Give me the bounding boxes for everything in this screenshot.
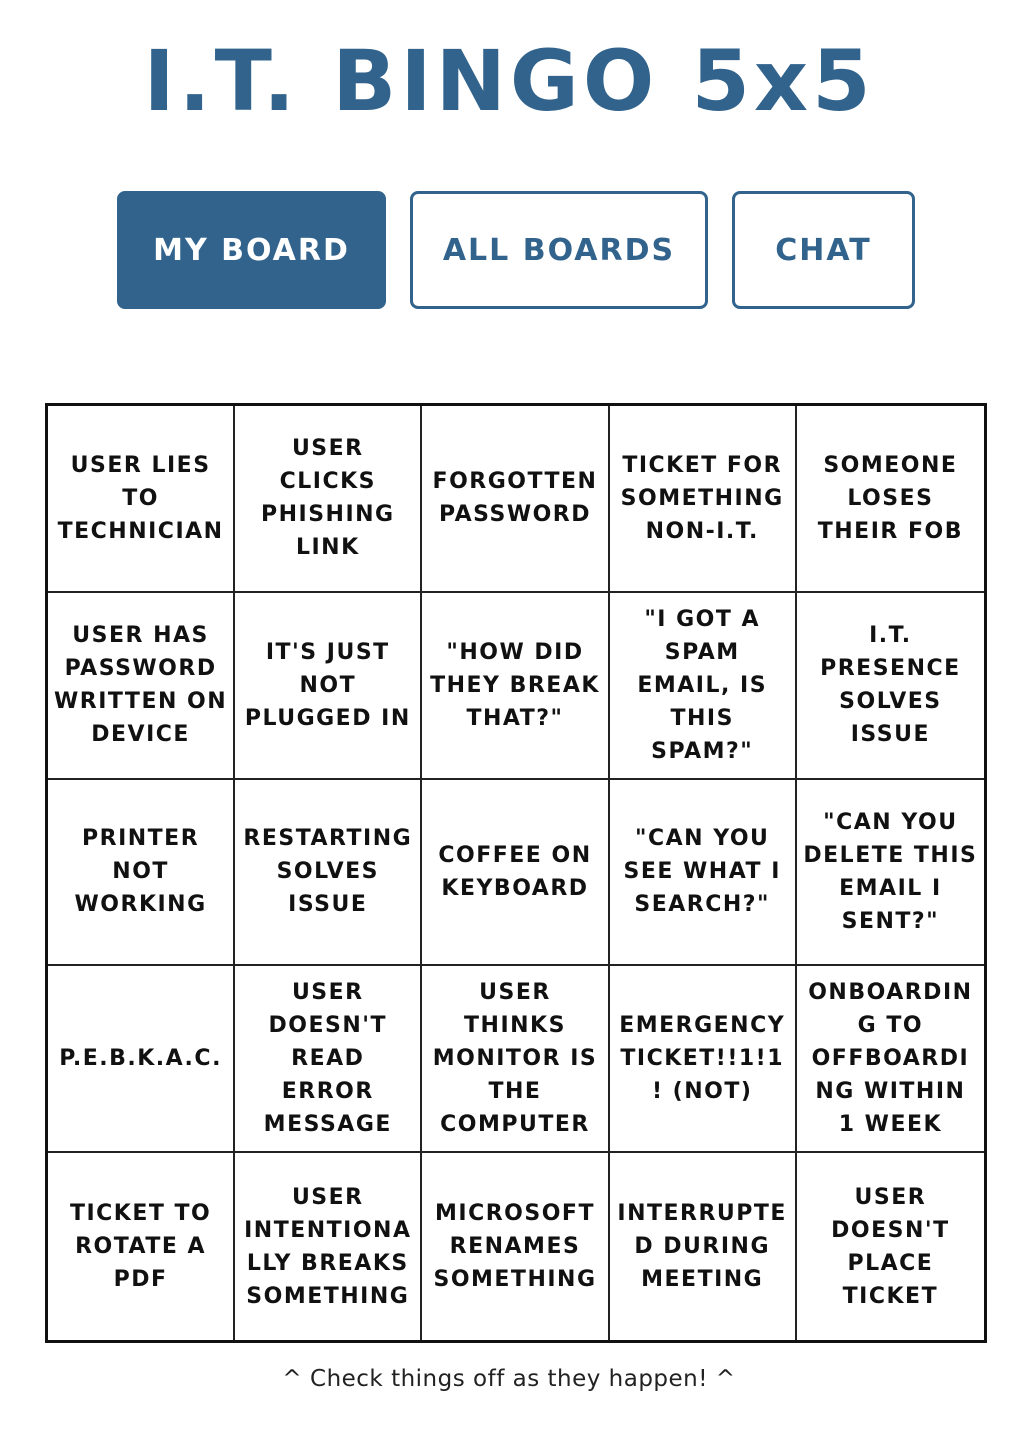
bingo-cell[interactable]: SOMEONE LOSES THEIR FOB xyxy=(797,406,984,593)
tab-my-board[interactable]: MY BOARD xyxy=(117,191,386,309)
bingo-cell[interactable]: COFFEE ON KEYBOARD xyxy=(422,780,609,967)
bingo-cell[interactable]: TICKET TO ROTATE A PDF xyxy=(48,1153,235,1340)
bingo-cell[interactable]: MICROSOFT RENAMES SOMETHING xyxy=(422,1153,609,1340)
bingo-cell[interactable]: "CAN YOU DELETE THIS EMAIL I SENT?" xyxy=(797,780,984,967)
bingo-cell[interactable]: P.E.B.K.A.C. xyxy=(48,966,235,1153)
tab-chat[interactable]: CHAT xyxy=(732,191,915,309)
bingo-cell[interactable]: RESTARTING SOLVES ISSUE xyxy=(235,780,422,967)
tab-all-boards[interactable]: ALL BOARDS xyxy=(410,191,708,309)
bingo-cell[interactable]: TICKET FOR SOMETHING NON-I.T. xyxy=(610,406,797,593)
bingo-board xyxy=(45,403,987,1343)
tab-bar xyxy=(0,191,1018,309)
bingo-cell[interactable]: "CAN YOU SEE WHAT I SEARCH?" xyxy=(610,780,797,967)
bingo-cell[interactable]: USER HAS PASSWORD WRITTEN ON DEVICE xyxy=(48,593,235,780)
bingo-cell[interactable]: ONBOARDING TO OFFBOARDING WITHIN 1 WEEK xyxy=(797,966,984,1153)
bingo-cell[interactable]: USER INTENTIONALLY BREAKS SOMETHING xyxy=(235,1153,422,1340)
bingo-cell[interactable]: "HOW DID THEY BREAK THAT?" xyxy=(422,593,609,780)
bingo-cell[interactable]: I.T. PRESENCE SOLVES ISSUE xyxy=(797,593,984,780)
bingo-cell[interactable]: EMERGENCY TICKET!!1!1! (NOT) xyxy=(610,966,797,1153)
bingo-cell[interactable]: FORGOTTEN PASSWORD xyxy=(422,406,609,593)
page-title: I.T. BINGO 5x5 xyxy=(143,32,875,130)
bingo-cell[interactable]: IT'S JUST NOT PLUGGED IN xyxy=(235,593,422,780)
bingo-cell[interactable]: USER LIES TO TECHNICIAN xyxy=(48,406,235,593)
bingo-cell[interactable]: USER DOESN'T PLACE TICKET xyxy=(831,1184,950,1309)
bingo-cell[interactable]: INTERRUPTED DURING MEETING xyxy=(610,1153,797,1340)
bingo-cell[interactable]: USER DOESN'T READ ERROR MESSAGE xyxy=(235,966,422,1153)
bingo-cell[interactable]: USER CLICKS PHISHING LINK xyxy=(235,406,422,593)
footer-hint: ^ Check things off as they happen! ^ xyxy=(282,1366,736,1392)
bingo-cell[interactable]: PRINTER NOT WORKING xyxy=(48,780,235,967)
bingo-cell[interactable]: USER THINKS MONITOR IS THE COMPUTER xyxy=(422,966,609,1153)
bingo-cell[interactable]: "I GOT A SPAM EMAIL, IS THIS SPAM?" xyxy=(610,593,797,780)
